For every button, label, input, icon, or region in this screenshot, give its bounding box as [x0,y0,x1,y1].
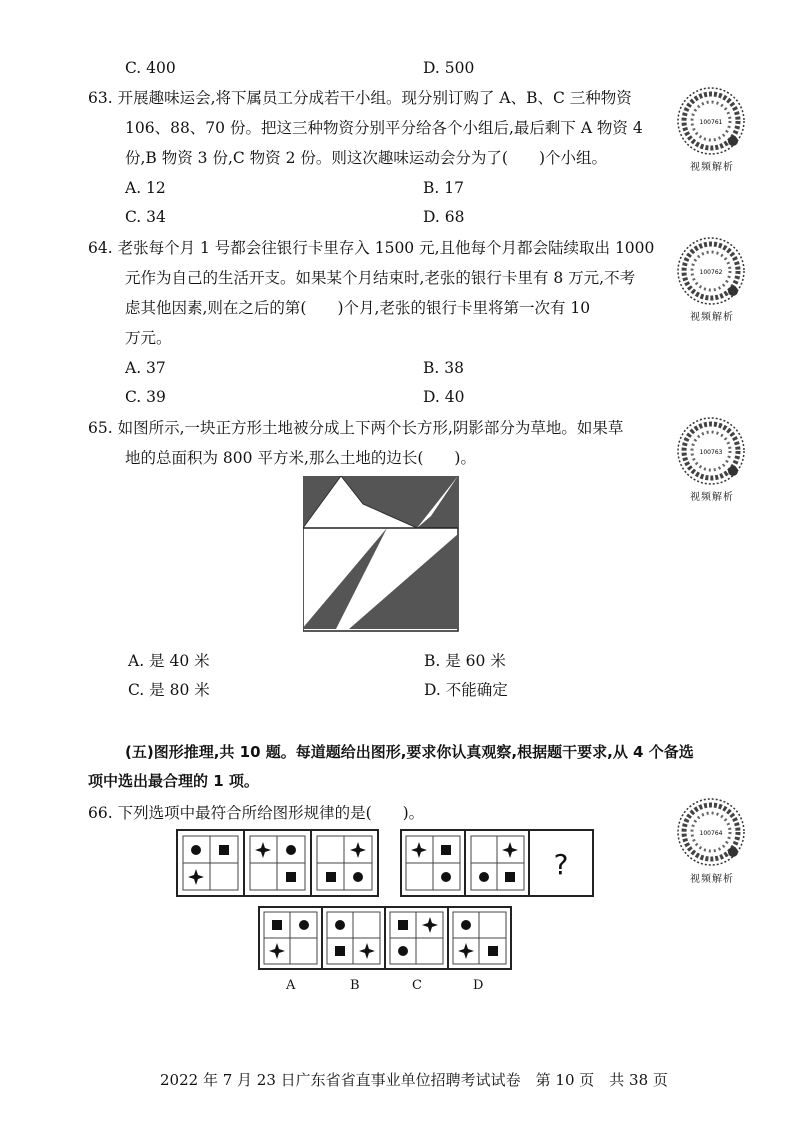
q65-line-2: 地的总面积为 800 平方米,那么土地的边长( )。 [125,449,476,467]
svg-text:100763: 100763 [699,449,723,456]
q66-option-label-c: C [412,978,422,993]
q65-video-caption: 视频解析 [690,492,734,503]
qr-code-icon [676,416,746,486]
q63-option-d: D. 68 [423,208,465,226]
q65-option-c: C. 是 80 米 [128,681,210,699]
section-5-heading-line-1: (五)图形推理,共 10 题。每道题给出图形,要求你认真观察,根据题干要求,从 4 个备选 [125,743,694,761]
q64-line-1: 64. 老张每个月 1 号都会往银行卡里存入 1500 元,且他每个月都会陆续取出 1000 [88,239,655,257]
svg-text:100761: 100761 [699,119,723,126]
q62-option-c: C. 400 [125,59,176,77]
q65-option-b: B. 是 60 米 [424,652,506,670]
q64-option-c: C. 39 [125,388,166,406]
q66-question-mark: ? [553,848,569,881]
q64-line-2: 元作为自己的生活开支。如果某个月结束时,老张的银行卡里有 8 万元,不考 [125,269,636,287]
q66-option-label-b: B [350,978,360,993]
qr-code-icon [676,236,746,306]
q65-line-1: 65. 如图所示,一块正方形土地被分成上下两个长方形,阴影部分为草地。如果草 [88,419,624,437]
q63-line-3: 份,B 物资 3 份,C 物资 2 份。则这次趣味运动会分为了( )个小组。 [125,149,607,167]
q66-stem: 66. 下列选项中最符合所给图形规律的是( )。 [88,804,425,822]
q65-option-d: D. 不能确定 [424,681,508,699]
q66-figure-sequence [175,828,595,900]
page-footer: 2022 年 7 月 23 日广东省省直事业单位招聘考试试卷 第 10 页 共 38 页 [160,1071,668,1089]
q65-square-figure [303,476,463,636]
qr-code-icon [676,797,746,867]
q64-option-d: D. 40 [423,388,465,406]
q63-video-caption: 视频解析 [690,162,734,173]
q63-line-2: 106、88、70 份。把这三种物资分别平分给各个小组后,最后剩下 A 物资 4 [125,119,643,137]
section-5-heading-line-2: 项中选出最合理的 1 项。 [88,772,259,790]
q66-option-label-d: D [473,978,484,993]
q66-video-caption: 视频解析 [690,874,734,885]
svg-text:100764: 100764 [699,830,723,837]
q66-options-figure [257,905,513,971]
qr-code-icon [676,86,746,156]
q66-option-label-a: A [286,978,296,993]
q63-line-1: 63. 开展趣味运会,将下属员工分成若干小组。现分别订购了 A、B、C 三种物资 [88,89,632,107]
q63-option-a: A. 12 [125,179,166,197]
q63-option-b: B. 17 [423,179,464,197]
q63-option-c: C. 34 [125,208,166,226]
q65-option-a: A. 是 40 米 [128,652,210,670]
q64-option-a: A. 37 [125,359,166,377]
q64-option-b: B. 38 [423,359,464,377]
q64-line-4: 万元。 [125,329,172,347]
q64-line-3: 虑其他因素,则在之后的第( )个月,老张的银行卡里将第一次有 10 [125,299,591,317]
q64-video-caption: 视频解析 [690,312,734,323]
q62-option-d: D. 500 [423,59,475,77]
svg-text:100762: 100762 [699,269,723,276]
